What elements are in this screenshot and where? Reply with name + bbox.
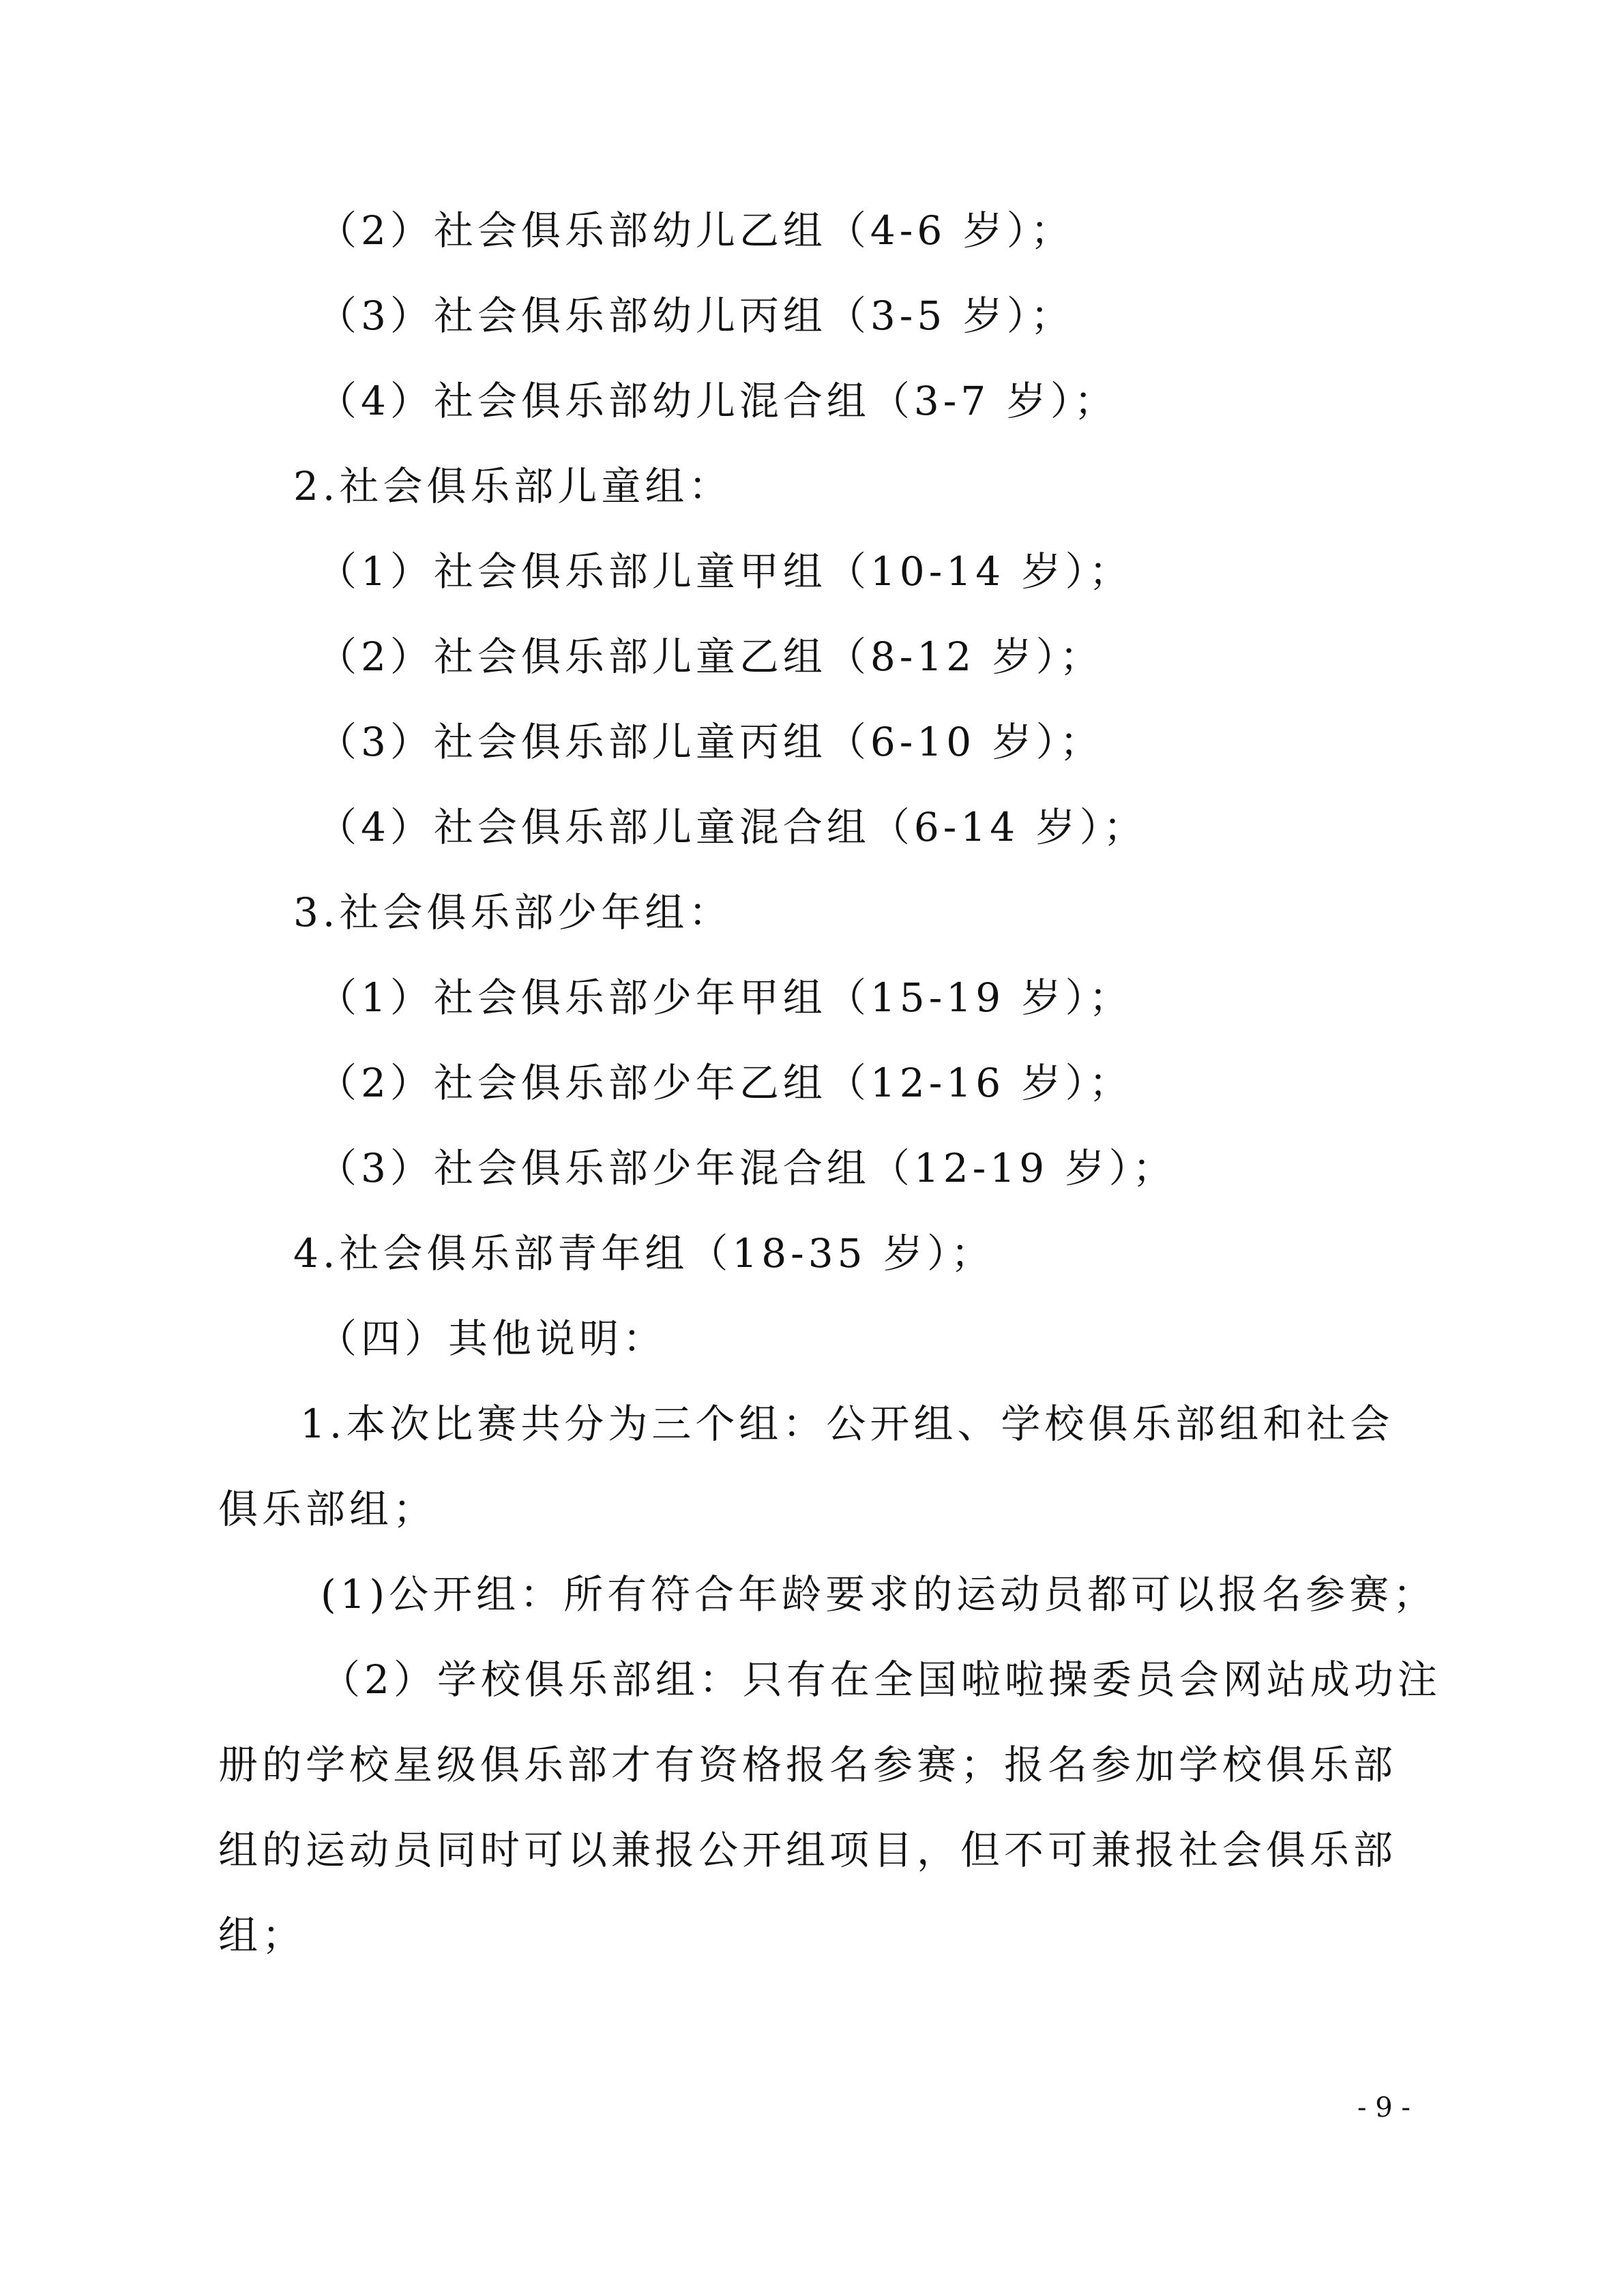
text-line: （3）社会俱乐部幼儿丙组（3-5 岁）； — [317, 293, 1074, 339]
section-heading: 2.社会俱乐部儿童组： — [293, 463, 733, 509]
text-line: （2）社会俱乐部少年乙组（12-16 岁）； — [317, 1060, 1133, 1106]
page-number: - 9 - — [1357, 2092, 1411, 2123]
paragraph-line: 组的运动员同时可以兼报公开组项目，但不可兼报社会俱乐部 — [218, 1827, 1398, 1873]
text-line: （4）社会俱乐部幼儿混合组（3-7 岁）； — [317, 378, 1118, 424]
text-line: （4）社会俱乐部儿童混合组（6-14 岁）； — [317, 804, 1147, 850]
paragraph-line: 册的学校星级俱乐部才有资格报名参赛；报名参加学校俱乐部 — [218, 1742, 1398, 1788]
paragraph-line: 1.本次比赛共分为三个组：公开组、学校俱乐部组和社会 — [300, 1401, 1394, 1447]
paragraph-line: (1)公开组：所有符合年龄要求的运动员都可以报名参赛； — [321, 1571, 1437, 1617]
section-heading: 4.社会俱乐部青年组（18-35 岁）； — [293, 1230, 994, 1277]
section-heading: （四）其他说明： — [317, 1315, 667, 1362]
paragraph-line: 俱乐部组； — [218, 1486, 437, 1532]
text-line: （3）社会俱乐部儿童丙组（6-10 岁）； — [317, 719, 1104, 765]
section-heading: 3.社会俱乐部少年组： — [293, 889, 733, 936]
text-line: （3）社会俱乐部少年混合组（12-19 岁）； — [317, 1145, 1177, 1191]
text-line: （2）社会俱乐部儿童乙组（8-12 岁）； — [317, 633, 1104, 680]
paragraph-line: （2）学校俱乐部组：只有在全国啦啦操委员会网站成功注 — [321, 1656, 1441, 1703]
paragraph-line: 组； — [218, 1912, 306, 1958]
text-line: （2）社会俱乐部幼儿乙组（4-6 岁）； — [317, 207, 1074, 254]
text-line: （1）社会俱乐部少年甲组（15-19 岁）； — [317, 974, 1133, 1021]
text-line: （1）社会俱乐部儿童甲组（10-14 岁）； — [317, 548, 1133, 595]
